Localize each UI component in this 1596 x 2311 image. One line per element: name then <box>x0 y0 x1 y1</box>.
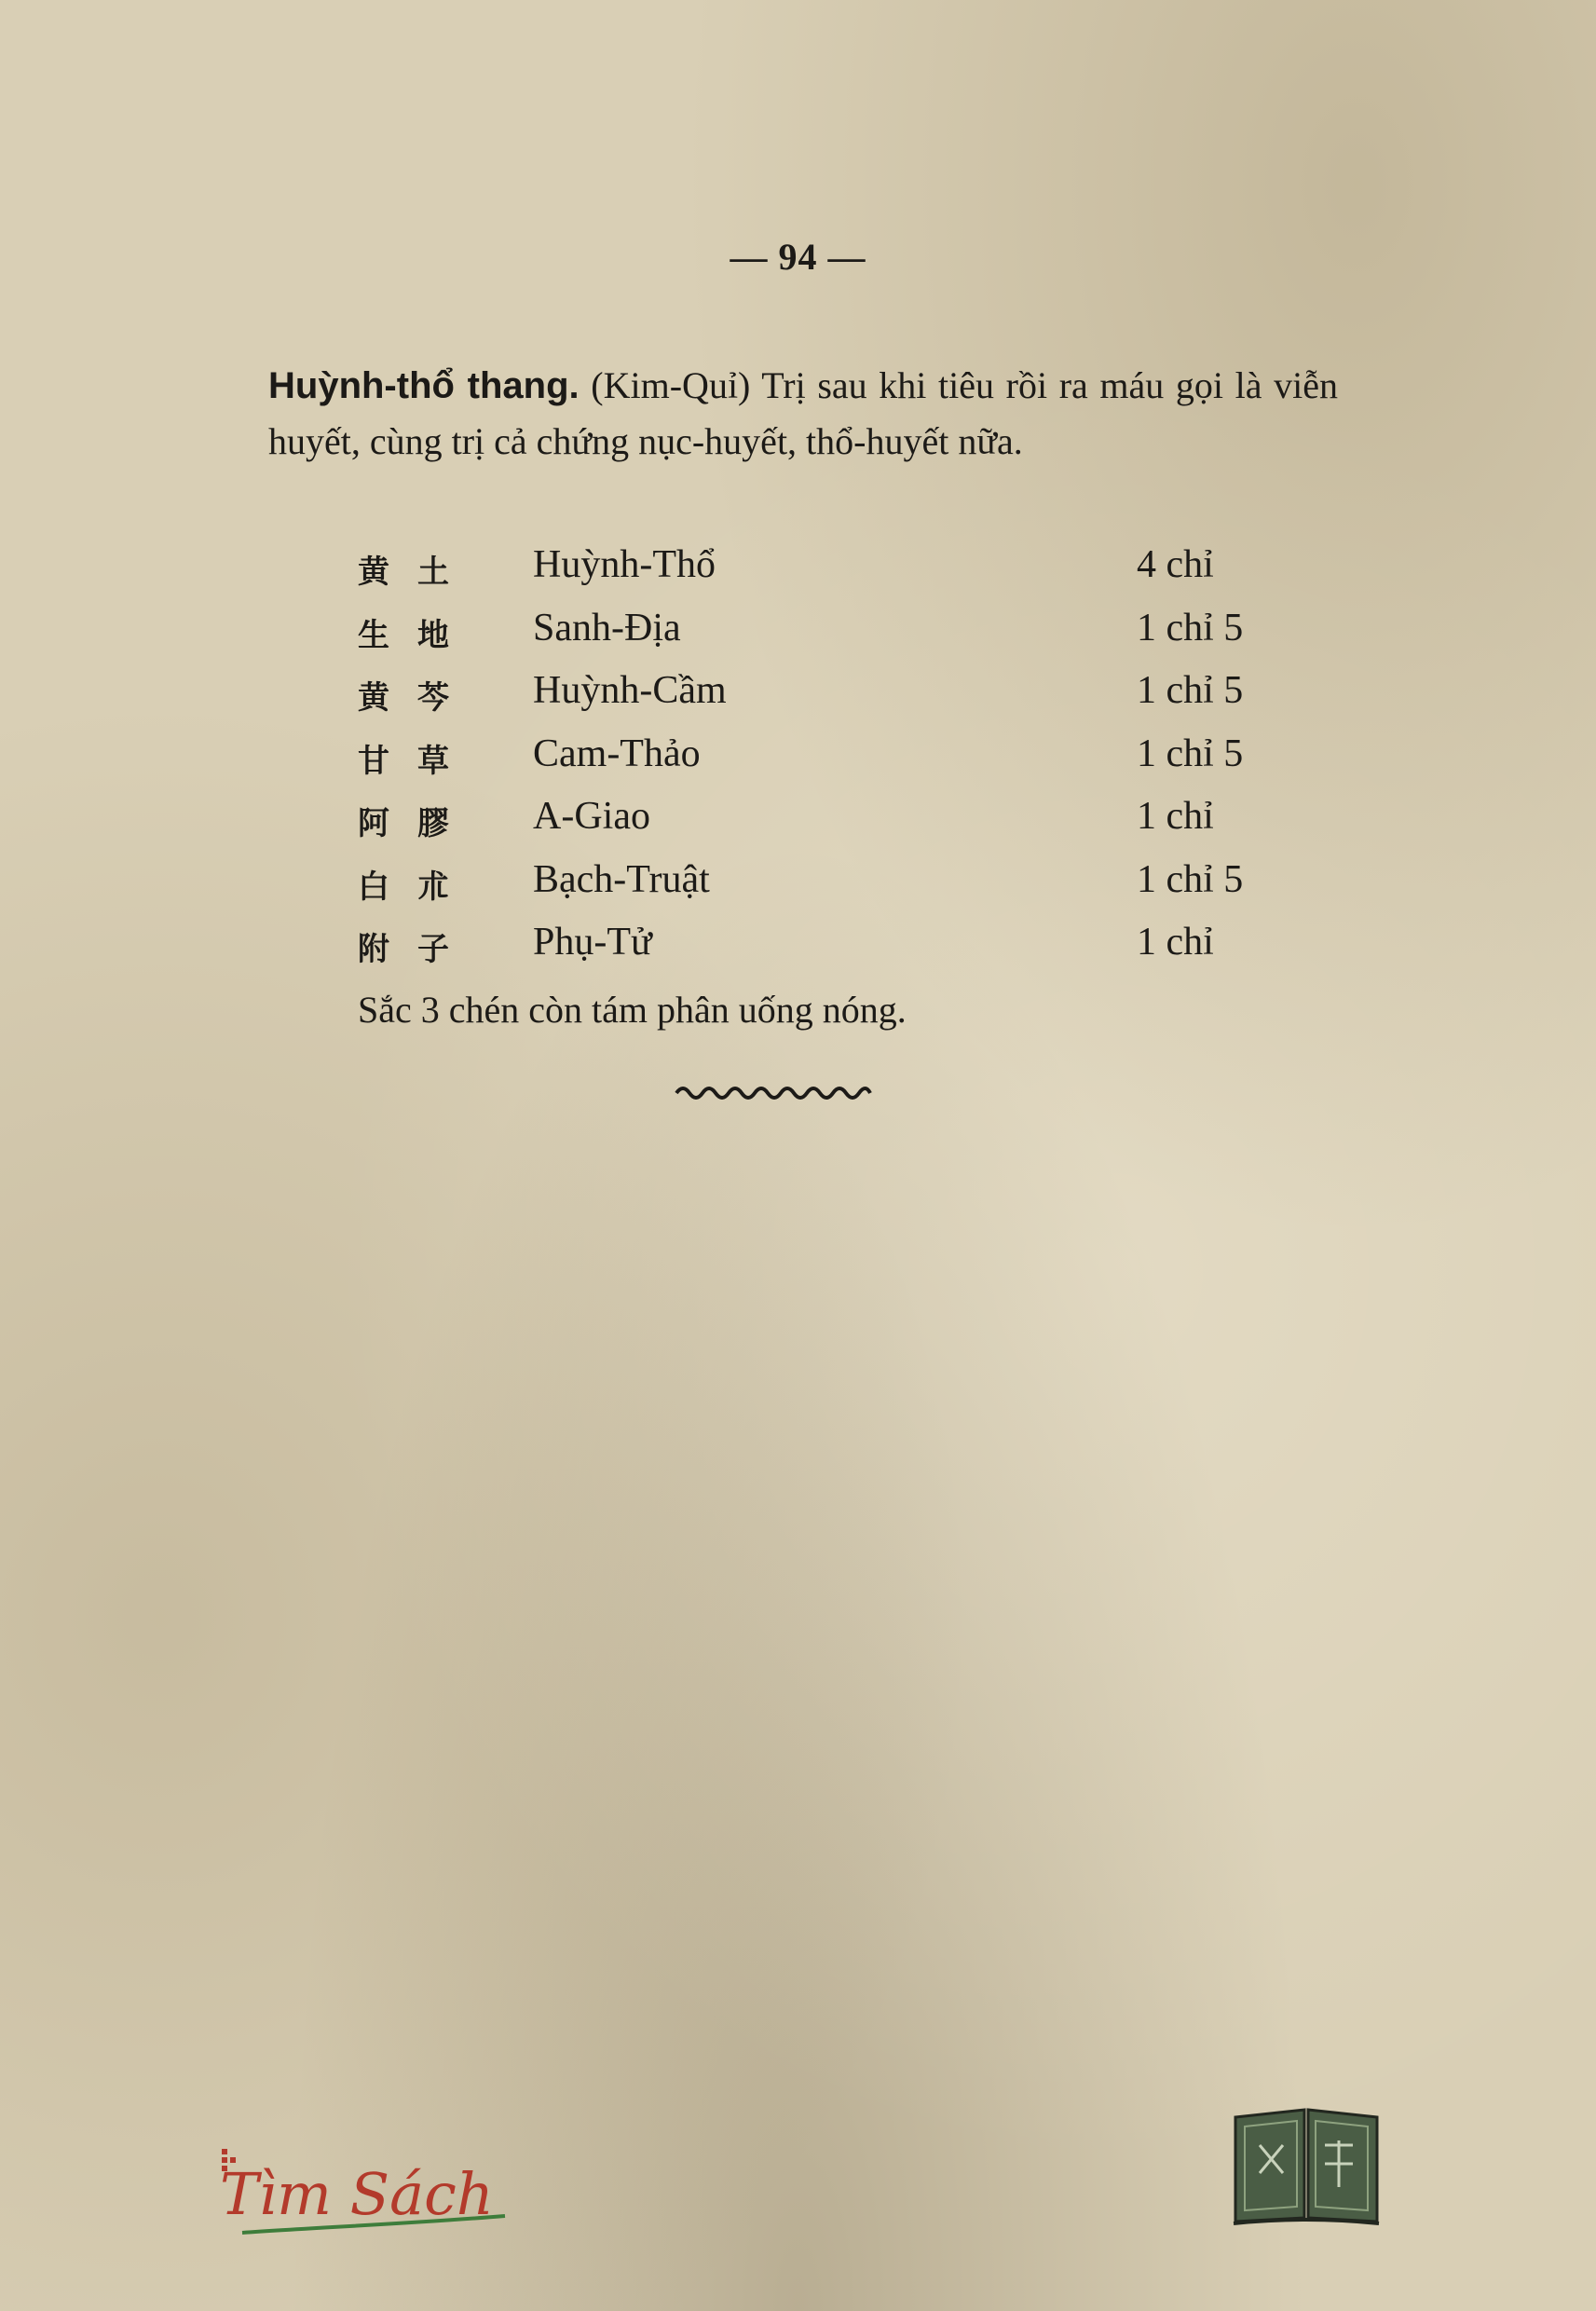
ingredient-row <box>358 539 1308 602</box>
ingredient-name: Cam-Thảo <box>533 732 701 775</box>
preparation-instructions: Sắc 3 chén còn tám phân uống nóng. <box>358 989 907 1031</box>
ingredient-row <box>358 854 1308 917</box>
ingredient-name: Bạch-Truật <box>533 857 710 901</box>
ingredient-quantity: 1 chỉ 5 <box>1137 606 1244 650</box>
ingredient-chinese: 白朮 <box>358 869 477 905</box>
recipe-description: (Kim-Quỉ) Trị sau khi tiêu rồi ra máu gọi là viễn huyết, cùng trị cả chứng nục-huyết, thổ-huyết nữa. <box>268 364 1338 462</box>
ingredient-row <box>358 916 1308 979</box>
ingredient-quantity: 4 chỉ <box>1137 543 1214 586</box>
ingredient-name: Huỳnh-Thổ <box>533 543 716 586</box>
ingredient-chinese: 生地 <box>358 618 477 653</box>
ingredient-quantity: 1 chỉ 5 <box>1137 669 1244 712</box>
ingredient-chinese: 附子 <box>358 933 477 967</box>
book-icon <box>1232 2099 1381 2229</box>
ingredient-chinese: 阿膠 <box>358 807 477 841</box>
ingredient-name: Phụ-Tử <box>533 921 652 964</box>
ingredient-name: Sanh-Địa <box>533 606 681 650</box>
recipe-title: Huỳnh-thổ thang. <box>268 365 580 406</box>
ingredient-row <box>358 728 1308 791</box>
page-number: — 94 — <box>730 236 866 278</box>
ingredient-quantity: 1 chỉ <box>1137 921 1214 964</box>
recipe-intro <box>268 358 1338 470</box>
ingredient-row <box>358 664 1308 728</box>
ingredient-quantity: 1 chỉ 5 <box>1137 857 1244 901</box>
ingredient-name: A-Giao <box>533 795 650 838</box>
ingredient-name: Huỳnh-Cầm <box>533 669 727 712</box>
ingredient-quantity: 1 chỉ 5 <box>1137 732 1244 775</box>
ingredient-row <box>358 602 1308 665</box>
wavy-divider-ornament <box>675 1084 872 1102</box>
watermark-underline <box>239 2199 509 2236</box>
ingredient-chinese: 黄芩 <box>358 681 477 716</box>
ingredient-list <box>358 539 1308 979</box>
ingredient-row <box>358 790 1308 854</box>
ingredient-chinese: 黄土 <box>358 555 477 590</box>
ingredient-chinese: 甘草 <box>358 744 477 779</box>
watermark-logo-text: Tìm Sách <box>220 2160 494 2228</box>
ingredient-quantity: 1 chỉ <box>1137 795 1214 838</box>
